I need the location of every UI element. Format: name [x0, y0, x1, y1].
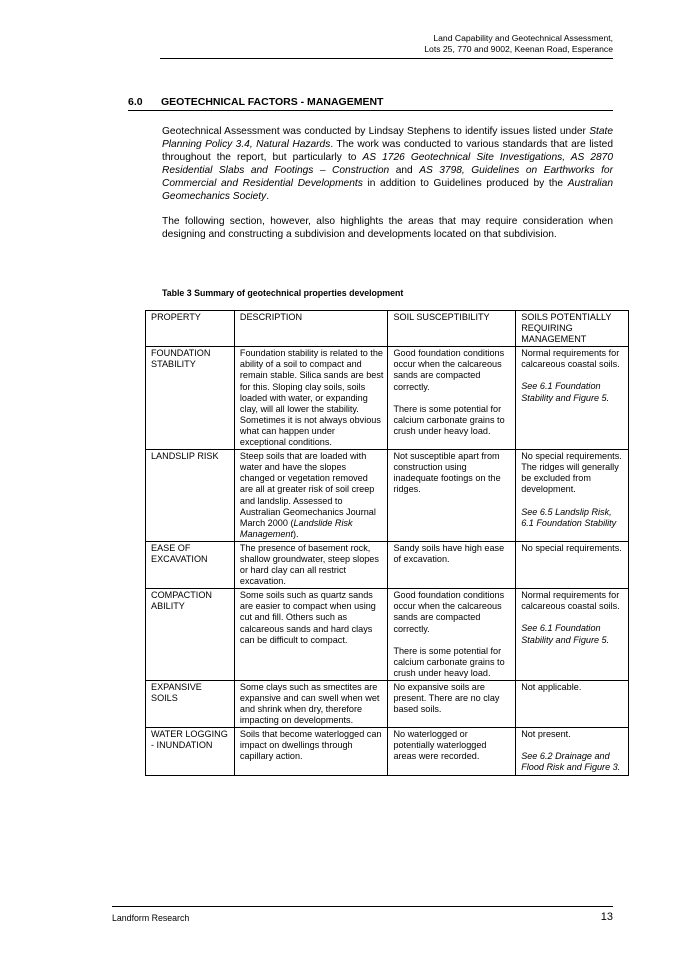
management-text: Not present. [521, 729, 571, 740]
management-cell [516, 589, 629, 681]
management-reference: See 6.1 Foundation Stability and Figure 5. [521, 381, 610, 403]
management-cell [516, 728, 629, 775]
susceptibility-cell: No waterlogged or potentially waterlogged areas were recorded. [388, 728, 516, 775]
management-reference: See 6.1 Foundation Stability and Figure 5. [521, 623, 610, 645]
management-reference: See 6.5 Landslip Risk, 6.1 Foundation Stability [521, 506, 617, 528]
description-cell: Some soils such as quartz sands are easier to compact when using cut and fill. Others such as calcareous sands and hard clays can be difficult to compact. [234, 589, 388, 681]
table-row [146, 347, 629, 450]
description-text: ). [292, 528, 299, 539]
paragraph-1 [162, 125, 613, 203]
description-italic: Landslide Risk Management [239, 517, 353, 539]
property-cell: LANDSLIP RISK [146, 450, 235, 542]
header-cell: PROPERTY [146, 311, 235, 347]
paragraph-2: The following section, however, also highlights the areas that may require consideration when designing and constructing a subdivision and developments located on that subdivision. [162, 216, 613, 240]
management-reference: See 6.2 Drainage and Flood Risk and Figure 3. [521, 751, 621, 773]
table-row [146, 728, 629, 775]
description-text: Steep soils that are loaded with water and have the slopes changed or vegetation removed are all at greater risk of soil creep and landslip. Assessed to Australian Geomechanics Journal March 2000 ( [239, 451, 376, 528]
susceptibility-text: There is some potential for calcium carbonate grains to crush under heavy load. [393, 645, 505, 678]
table-row [146, 589, 629, 681]
p1-italic-2: AS 1726 Geotechnical Site Investigations, AS 2870 Residential Slabs and Footings – Construction [162, 152, 613, 176]
geotechnical-table [145, 310, 629, 776]
susceptibility-cell [388, 347, 516, 450]
management-cell: No special requirements. [516, 541, 629, 588]
p1-text-5: . [266, 191, 270, 202]
section-heading [128, 96, 613, 111]
susceptibility-cell: Sandy soils have high ease of excavation. [388, 541, 516, 588]
property-cell: EXPANSIVE SOILS [146, 680, 235, 727]
susceptibility-cell [388, 589, 516, 681]
property-cell: FOUNDATION STABILITY [146, 347, 235, 450]
management-text: Normal requirements for calcareous coastal soils. [521, 348, 620, 370]
table-header-row [146, 311, 629, 347]
susceptibility-cell: Not susceptible apart from construction using inadequate footings on the ridges. [388, 450, 516, 542]
header-cell: SOIL SUSCEPTIBILITY [388, 311, 516, 347]
management-text: Normal requirements for calcareous coastal soils. [521, 590, 620, 612]
running-header [424, 33, 613, 55]
description-cell: Foundation stability is related to the ability of a soil to compact and remain stable. Silica sands are best for this. Sloping clay soils, soils loaded with water, or expanding clay, will all lower the stability. Sometimes it is not always obvious what can happen under exceptional conditions. [234, 347, 388, 450]
header-cell: SOILS POTENTIALLY REQUIRING MANAGEMENT [516, 311, 629, 347]
page-number: 13 [600, 911, 613, 923]
table-caption: Table 3 Summary of geotechnical properties development [162, 288, 404, 298]
management-cell [516, 450, 629, 542]
header-rule [160, 58, 613, 59]
footer-rule [112, 906, 613, 907]
description-cell: Soils that become waterlogged can impact on dwellings through capillary action. [234, 728, 388, 775]
section-title: GEOTECHNICAL FACTORS - MANAGEMENT [161, 96, 384, 108]
susceptibility-text: There is some potential for calcium carbonate grains to crush under heavy load. [393, 403, 505, 436]
susceptibility-text: Good foundation conditions occur when the calcareous sands are compacted correctly. [393, 348, 505, 392]
p1-italic-3: AS 3798, Guidelines on Earthworks for Commercial and Residential Developments [162, 165, 613, 189]
p1-text-2: . The work was conducted to various standards that are listed throughout the report, but particularly to [162, 139, 614, 163]
p1-text-4: in addition to Guidelines produced by the [362, 178, 568, 189]
susceptibility-text: Good foundation conditions occur when the calcareous sands are compacted correctly. [393, 590, 505, 634]
table-row [146, 450, 629, 542]
footer-organisation: Landform Research [112, 913, 190, 923]
description-cell: Some clays such as smectites are expansive and can swell when wet and shrink when dry, therefore impacting on developments. [234, 680, 388, 727]
p1-italic-4: Australian Geomechanics Society [162, 178, 613, 202]
header-line-1: Land Capability and Geotechnical Assessment, [433, 33, 613, 43]
table-row [146, 680, 629, 727]
table-row [146, 541, 629, 588]
property-cell: EASE OF EXCAVATION [146, 541, 235, 588]
section-number: 6.0 [128, 96, 143, 108]
management-text: No special requirements. The ridges will generally be excluded from development. [521, 451, 622, 495]
p1-italic-1: State Planning Policy 3.4, Natural Hazards [162, 126, 613, 150]
p1-text-1: Geotechnical Assessment was conducted by Lindsay Stephens to identify issues listed under [162, 126, 590, 137]
description-cell: The presence of basement rock, shallow groundwater, steep slopes or hard clay can all restrict excavation. [234, 541, 388, 588]
management-cell [516, 347, 629, 450]
header-cell: DESCRIPTION [234, 311, 388, 347]
description-cell [234, 450, 388, 542]
property-cell: WATER LOGGING - INUNDATION [146, 728, 235, 775]
susceptibility-cell: No expansive soils are present. There are no clay based soils. [388, 680, 516, 727]
p1-text-3: and [389, 165, 420, 176]
header-line-2: Lots 25, 770 and 9002, Keenan Road, Esperance [424, 44, 613, 54]
property-cell: COMPACTION ABILITY [146, 589, 235, 681]
management-cell: Not applicable. [516, 680, 629, 727]
